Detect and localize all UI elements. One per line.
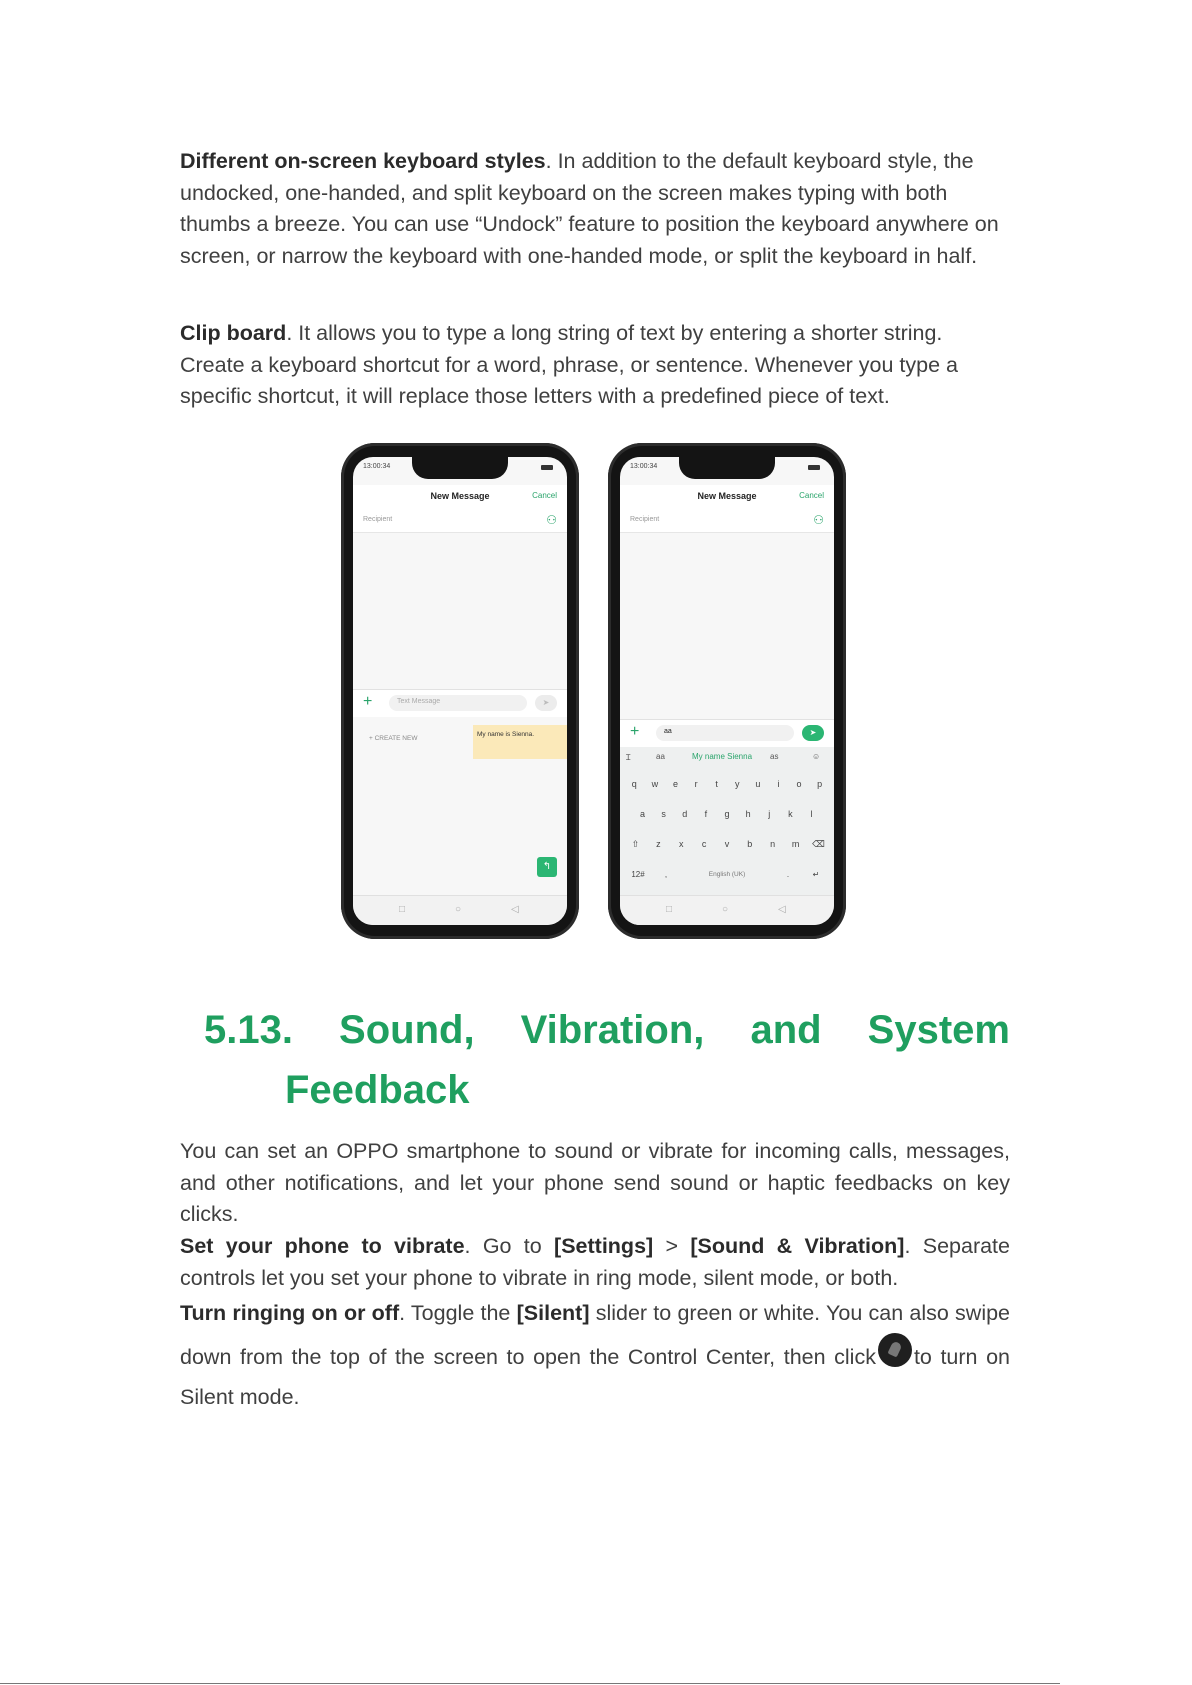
shift-key-icon[interactable]: ⇧: [631, 838, 640, 849]
key[interactable]: t: [715, 779, 718, 789]
suggestion-2[interactable]: My name Sienna: [692, 752, 753, 761]
key[interactable]: v: [724, 839, 730, 849]
key[interactable]: r: [694, 779, 698, 789]
term-keyboard-styles: Different on-screen keyboard styles: [180, 149, 546, 173]
back-icon[interactable]: ◁: [778, 904, 786, 915]
menu-sound-vibration: [Sound & Vibration]: [690, 1234, 905, 1258]
clipboard-panel: [353, 717, 567, 897]
paragraph-intro: You can set an OPPO smartphone to sound or vibrate for incoming calls, messages, and other notifications, and let your phone send sound or haptic feedbacks on key clicks.: [180, 1139, 1010, 1226]
backspace-key-icon[interactable]: ⌫: [812, 838, 825, 849]
key[interactable]: h: [745, 809, 751, 819]
cancel-button[interactable]: Cancel: [532, 491, 557, 500]
key[interactable]: y: [735, 779, 740, 789]
navigation-bar: [620, 895, 834, 925]
key[interactable]: f: [704, 809, 708, 819]
heading-line-1: [204, 1000, 1010, 1060]
heading-word: Sound,: [339, 1008, 475, 1052]
key[interactable]: q: [631, 779, 637, 789]
message-header: [620, 485, 834, 509]
term-vibrate: Set your phone to vibrate: [180, 1234, 465, 1258]
suggestion-1[interactable]: aa: [656, 752, 665, 761]
text: slider to green or white. You can also swipe down from the top of the screen to open the Control Center, then click: [180, 1301, 1011, 1369]
cancel-button[interactable]: Cancel: [799, 491, 824, 500]
key[interactable]: z: [656, 839, 661, 849]
recipient-field[interactable]: [353, 509, 567, 533]
phone-screen: [353, 457, 567, 925]
header-title: New Message: [697, 491, 757, 501]
symbols-key[interactable]: 12#: [631, 869, 645, 879]
paragraph-silent: [180, 1293, 1010, 1417]
key[interactable]: d: [682, 809, 688, 819]
header-title: New Message: [430, 491, 490, 501]
back-fab-icon[interactable]: ↰: [537, 857, 557, 877]
key[interactable]: k: [788, 809, 793, 819]
text: >: [653, 1234, 691, 1258]
key[interactable]: a: [640, 809, 646, 819]
key[interactable]: c: [701, 839, 707, 849]
period-key[interactable]: .: [786, 869, 790, 879]
phone-screen: [620, 457, 834, 925]
term-clip-board: Clip board: [180, 321, 287, 345]
plus-icon[interactable]: +: [363, 693, 373, 710]
footer-rule: [0, 1683, 1060, 1684]
key[interactable]: g: [724, 809, 730, 819]
key[interactable]: m: [791, 839, 800, 849]
key[interactable]: u: [755, 779, 761, 789]
add-contact-icon[interactable]: ⚇: [813, 513, 824, 527]
text: . Go to: [464, 1234, 555, 1258]
notch: [679, 457, 775, 479]
section-number: 5.13.: [204, 1008, 293, 1052]
send-button[interactable]: ➤: [535, 695, 557, 711]
menu-silent: [Silent]: [516, 1301, 590, 1325]
recipient-label: Recipient: [630, 516, 660, 523]
text: . In addition to the default keyboard style, the undocked, one-handed, and split keyboard on the screen makes typing with both thumbs a breeze. You can use “Undock” feature to position the keyboard anywhere on screen, or narrow the keyboard with one-handed mode, or split the keyboard in half.: [180, 149, 999, 268]
send-button[interactable]: ➤: [802, 725, 824, 741]
heading-word: and: [750, 1008, 822, 1052]
menu-settings: [Settings]: [554, 1234, 654, 1258]
enter-key-icon[interactable]: ↵: [812, 869, 820, 879]
status-time: 13:00:34: [363, 463, 391, 470]
key[interactable]: s: [661, 809, 666, 819]
compose-bar: [353, 689, 567, 717]
home-icon[interactable]: ○: [455, 904, 462, 915]
message-input[interactable]: Text Message: [389, 695, 527, 711]
key[interactable]: i: [777, 779, 780, 789]
text: . Separate controls let you set your phone to vibrate in ring mode, silent mode, or both.: [180, 1234, 1010, 1290]
navigation-bar: [353, 895, 567, 925]
key-row-3: [620, 829, 834, 859]
key[interactable]: b: [747, 839, 753, 849]
recipient-field[interactable]: [620, 509, 834, 533]
paragraph-keyboard-styles: [180, 146, 1010, 272]
key[interactable]: x: [678, 839, 684, 849]
key[interactable]: e: [672, 779, 678, 789]
suggestion-bar: [620, 747, 834, 769]
key[interactable]: l: [810, 809, 813, 819]
notch: [412, 457, 508, 479]
status-time: 13:00:34: [630, 463, 658, 470]
section-heading: [204, 1000, 1010, 1120]
phone-screenshot-keyboard: [608, 443, 846, 939]
text: to turn on Silent mode.: [180, 1345, 1010, 1409]
silent-mode-icon: [878, 1333, 912, 1367]
message-header: [353, 485, 567, 509]
heading-line-2: Feedback: [285, 1068, 470, 1112]
compose-bar: [620, 719, 834, 747]
key-row-2: [620, 799, 834, 829]
key-row-1: [620, 769, 834, 799]
key[interactable]: p: [817, 779, 823, 789]
plus-icon[interactable]: +: [630, 723, 640, 740]
keyboard: [620, 747, 834, 895]
battery-icon: [541, 465, 553, 470]
key[interactable]: j: [768, 809, 771, 819]
paragraph-clip-board: [180, 318, 1010, 413]
recents-icon[interactable]: □: [399, 904, 406, 915]
heading-word: System: [867, 1008, 1010, 1052]
recents-icon[interactable]: □: [666, 904, 673, 915]
home-icon[interactable]: ○: [722, 904, 729, 915]
message-input[interactable]: aa: [656, 725, 794, 741]
add-contact-icon[interactable]: ⚇: [546, 513, 557, 527]
key[interactable]: w: [651, 779, 659, 789]
key[interactable]: o: [796, 779, 802, 789]
cursor-icon[interactable]: Ɪ: [626, 753, 631, 762]
recipient-label: Recipient: [363, 516, 393, 523]
space-key[interactable]: English (UK): [708, 870, 746, 878]
battery-icon: [808, 465, 820, 470]
comma-key[interactable]: ,: [664, 869, 668, 879]
paragraph-vibrate: [180, 1231, 1010, 1294]
term-ringing: Turn ringing on or off: [180, 1301, 400, 1325]
emoji-icon[interactable]: ☺: [812, 752, 821, 761]
text: . Toggle the: [399, 1301, 517, 1325]
back-icon[interactable]: ◁: [511, 904, 519, 915]
suggestion-3[interactable]: as: [770, 752, 779, 761]
key-row-4: [620, 859, 834, 889]
create-new-button[interactable]: + CREATE NEW: [369, 735, 418, 742]
clipboard-item[interactable]: My name is Sienna.: [473, 725, 567, 759]
text: . It allows you to type a long string of text by entering a shorter string. Create a keyboard shortcut for a word, phrase, or sentence. Whenever you type a specific shortcut, it will replace those letters with a predefined piece of text.: [180, 321, 958, 408]
key[interactable]: n: [770, 839, 776, 849]
heading-word: Vibration,: [520, 1008, 705, 1052]
phone-screenshot-clipboard: [341, 443, 579, 939]
